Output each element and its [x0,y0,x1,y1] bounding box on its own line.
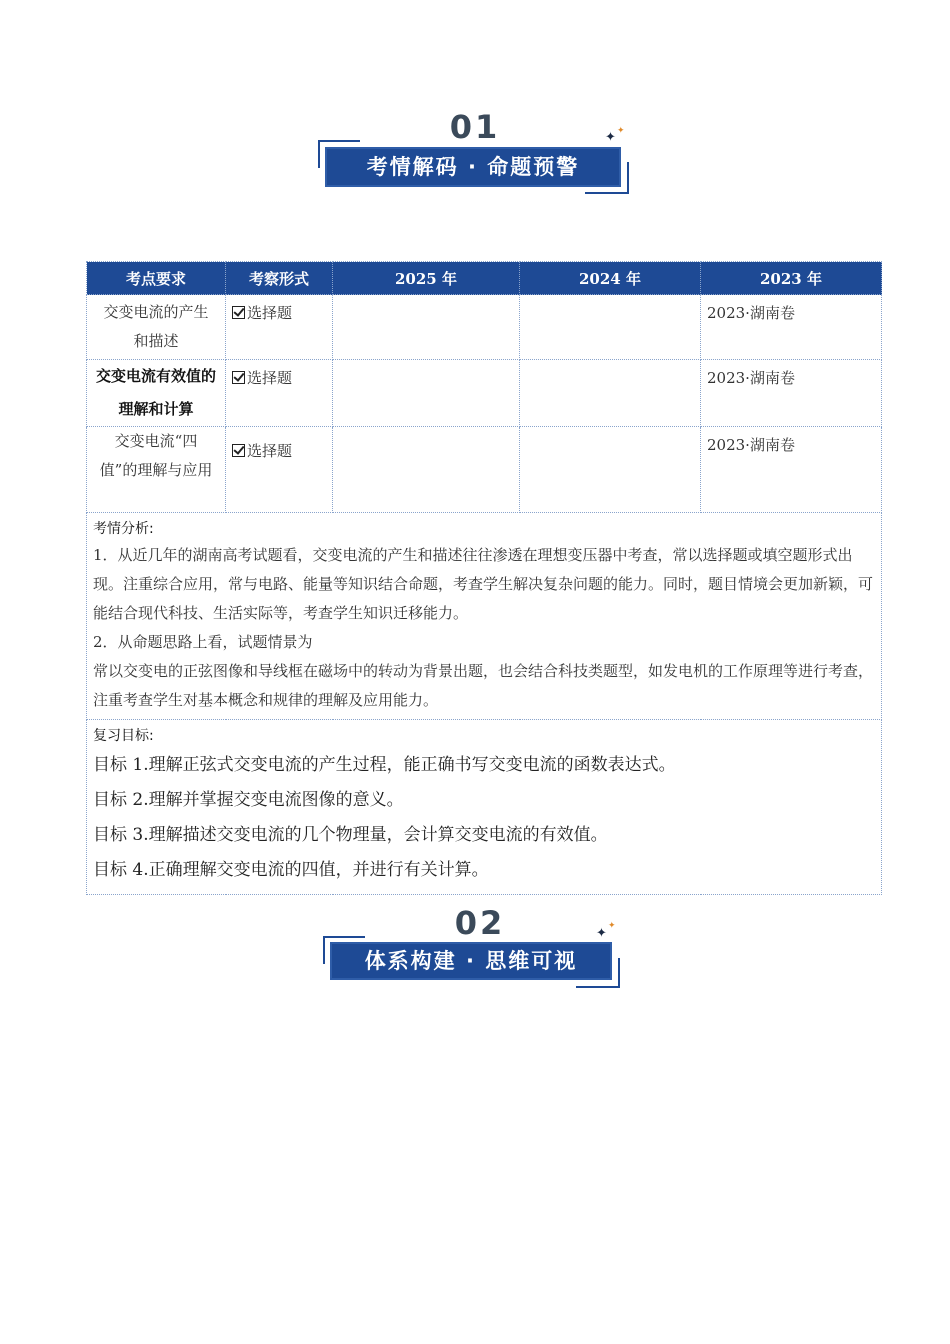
sparkle-icon: ✦ [617,126,625,136]
year-2024-cell [520,360,701,427]
table-row [87,427,882,513]
table-row [87,295,882,360]
checkbox-icon [232,306,245,319]
year-2024-cell [520,427,701,513]
section-number: 02 [454,904,506,942]
goal-item: 目标 4.正确理解交变电流的四值，并进行有关计算。 [93,860,489,880]
checkbox-icon [232,444,245,457]
requirement-cell: 交变电流的产生和描述 [87,295,226,360]
header-cell: 考察形式 [226,262,333,295]
goal-item: 目标 1.理解正弦式交变电流的产生过程，能正确书写交变电流的函数表达式。 [93,755,676,775]
sparkle-icon: ✦ [605,130,616,145]
sparkle-icon: ✦ [608,921,616,931]
form-cell [226,360,333,427]
table-header-row [87,262,882,295]
form-label: 选择题 [247,442,293,460]
analysis-cell [87,513,882,720]
goals-label: 复习目标: [93,728,154,744]
table-row [87,360,882,427]
checkbox-icon [232,371,245,384]
header-cell: 2023 年 [701,262,882,295]
year-2023-cell: 2023·湖南卷 [701,360,882,427]
analysis-row [87,513,882,720]
goal-item: 目标 2.理解并掌握交变电流图像的意义。 [93,790,404,810]
section-number: 01 [449,108,501,146]
year-2025-cell [333,360,520,427]
year-2025-cell [333,295,520,360]
analysis-paragraph: 常以交变电的正弦图像和导线框在磁场中的转动为背景出题，也会结合科技类题型，如发电机的工作原理等进行考查，注重考查学生对基本概念和规律的理解及应用能力。 [93,662,874,709]
section-title: 体系构建 · 思维可视 [330,942,612,980]
analysis-paragraph: 2．从命题思路上看，试题情景为 [93,633,313,651]
form-label: 选择题 [247,304,293,322]
goals-row [87,720,882,895]
analysis-paragraph: 1．从近几年的湖南高考试题看，交变电流的产生和描述往往渗透在理想变压器中考查，常以选择题或填空题形式出现。注重综合应用，常与电路、能量等知识结合命题，考查学生解决复杂问题的能力。同时，题目情境会更加新颖，可能结合现代科技、生活实际等，考查学生知识迁移能力。 [93,546,874,622]
requirement-cell: 交变电流有效值的理解和计算 [87,360,226,427]
requirement-cell: 交变电流“四值”的理解与应用 [87,427,226,513]
goals-cell [87,720,882,895]
header-cell: 2025 年 [333,262,520,295]
year-2023-cell: 2023·湖南卷 [701,295,882,360]
form-cell [226,427,333,513]
year-2024-cell [520,295,701,360]
goal-item: 目标 3.理解描述交变电流的几个物理量，会计算交变电流的有效值。 [93,825,608,845]
sparkle-icon: ✦ [596,926,607,941]
form-label: 选择题 [247,369,293,387]
section-banner-02 [320,906,640,986]
year-2025-cell [333,427,520,513]
year-2023-cell: 2023·湖南卷 [701,427,882,513]
header-cell: 2024 年 [520,262,701,295]
analysis-label: 考情分析: [93,521,154,537]
section-title: 考情解码 · 命题预警 [325,147,621,187]
header-cell: 考点要求 [87,262,226,295]
section-banner-01 [315,110,635,190]
form-cell [226,295,333,360]
exam-table [86,261,882,895]
